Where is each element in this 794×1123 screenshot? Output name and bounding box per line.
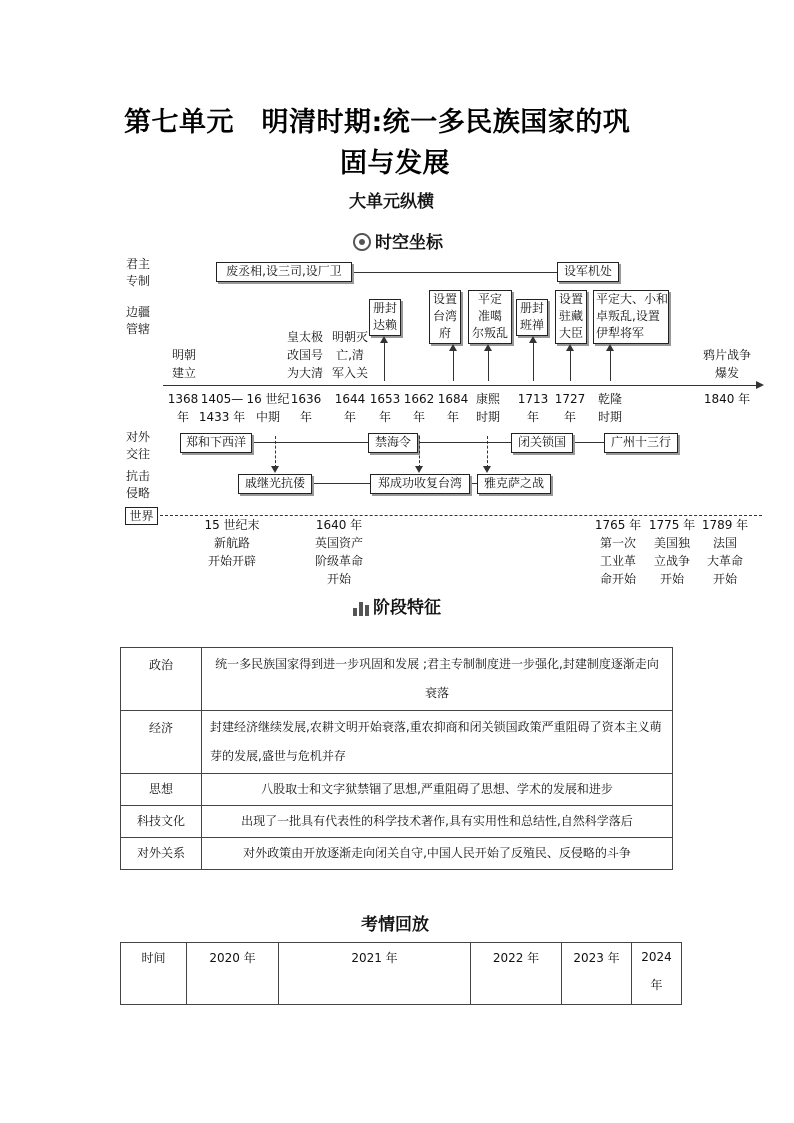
world-event: 15 世纪末 新航路 开始开辟 bbox=[204, 518, 260, 568]
row-label-resist: 抗击 侵略 bbox=[126, 469, 151, 500]
table-row bbox=[121, 838, 673, 870]
table-row bbox=[121, 943, 682, 1005]
date-label: 1684 年 bbox=[437, 392, 469, 424]
feature-value: 八股取士和文字狱禁锢了思想,严重阻碍了思想、学术的发展和进步 bbox=[202, 774, 673, 806]
frontier-box: 设置 驻藏 大臣 bbox=[555, 290, 587, 344]
exam-header: 2020 年 bbox=[187, 943, 279, 1005]
date-label: 康熙 时期 bbox=[475, 392, 500, 424]
timeline-heading-text: 时空坐标 bbox=[375, 233, 443, 253]
world-event: 1640 年 英国资产 阶级革命 开始 bbox=[314, 518, 363, 586]
event-label: 皇太极 改国号 为大清 bbox=[286, 330, 323, 380]
row-label-frontier: 边疆 管辖 bbox=[126, 305, 151, 336]
features-heading bbox=[353, 593, 441, 618]
monarchy-box: 废丞相,设三司,设厂卫 bbox=[216, 262, 352, 282]
exam-header: 2022 年 bbox=[471, 943, 562, 1005]
date-label: 1405— 1433 年 bbox=[198, 392, 246, 424]
date-label: 1653 年 bbox=[369, 392, 401, 424]
date-label: 1644 年 bbox=[334, 392, 366, 424]
features-table bbox=[120, 647, 673, 870]
arrow-down-icon bbox=[415, 466, 423, 473]
arrow-up-icon bbox=[529, 336, 537, 343]
foreign-box: 禁海令 bbox=[368, 433, 418, 453]
event-label: 鸦片战争 爆发 bbox=[702, 348, 751, 380]
exam-header: 时间 bbox=[121, 943, 187, 1005]
exam-header: 2024 年 bbox=[632, 943, 682, 1005]
bar-chart-icon bbox=[353, 600, 369, 616]
table-row bbox=[121, 806, 673, 838]
timeline-heading bbox=[353, 228, 443, 253]
arrow-down-icon bbox=[483, 466, 491, 473]
frontier-box: 平定 准噶 尔叛乱 bbox=[468, 290, 512, 344]
page-title-line2: 固与发展 bbox=[340, 148, 450, 179]
feature-key: 经济 bbox=[121, 711, 202, 774]
date-label: 1662 年 bbox=[403, 392, 435, 424]
frontier-box: 平定大、小和 卓叛乱,设置 伊犁将军 bbox=[593, 290, 669, 344]
page-title: 第七单元 明清时期:统一多民族国家的巩 bbox=[124, 107, 631, 138]
timeline-axis bbox=[163, 385, 758, 386]
feature-key: 政治 bbox=[121, 648, 202, 711]
monarchy-box: 设军机处 bbox=[557, 262, 619, 282]
arrow-up-icon bbox=[484, 344, 492, 351]
resist-box: 雅克萨之战 bbox=[477, 474, 551, 494]
event-label: 明朝 建立 bbox=[171, 348, 196, 380]
foreign-box: 闭关锁国 bbox=[511, 433, 573, 453]
arrow-up-icon bbox=[449, 344, 457, 351]
row-label-monarchy: 君主 专制 bbox=[126, 257, 151, 288]
feature-value: 出现了一批具有代表性的科学技术著作,具有实用性和总结性,自然科学落后 bbox=[202, 806, 673, 838]
date-label: 1727 年 bbox=[554, 392, 586, 424]
table-row bbox=[121, 774, 673, 806]
exam-heading: 考情回放 bbox=[361, 915, 429, 935]
world-event: 1789 年 法国 大革命 开始 bbox=[701, 518, 749, 586]
date-label: 乾隆 时期 bbox=[597, 392, 622, 424]
date-label: 1636 年 bbox=[290, 392, 322, 424]
monarchy-line bbox=[352, 272, 557, 273]
feature-key: 对外关系 bbox=[121, 838, 202, 870]
target-icon bbox=[353, 233, 371, 251]
resist-box: 戚继光抗倭 bbox=[238, 474, 312, 494]
resist-box: 郑成功收复台湾 bbox=[370, 474, 470, 494]
exam-header: 2021 年 bbox=[279, 943, 471, 1005]
arrow-up-icon bbox=[380, 336, 388, 343]
feature-key: 科技文化 bbox=[121, 806, 202, 838]
feature-value: 封建经济继续发展,农耕文明开始衰落,重农抑商和闭关锁国政策严重阻碍了资本主义萌芽的发展,盛世与危机并存 bbox=[202, 711, 673, 774]
frontier-box: 册封 班禅 bbox=[516, 299, 548, 336]
date-label: 1368 年 bbox=[167, 392, 199, 424]
event-label: 明朝灭 亡,清 军入关 bbox=[331, 330, 368, 380]
frontier-box: 设置 台湾 府 bbox=[429, 290, 461, 344]
world-event: 1775 年 美国独 立战争 开始 bbox=[648, 518, 696, 586]
table-row bbox=[121, 648, 673, 711]
world-event: 1765 年 第一次 工业革 命开始 bbox=[594, 518, 642, 586]
feature-key: 思想 bbox=[121, 774, 202, 806]
row-label-world: 世界 bbox=[125, 507, 158, 525]
section-subtitle: 大单元纵横 bbox=[349, 192, 434, 212]
features-heading-text: 阶段特征 bbox=[373, 598, 441, 618]
frontier-box: 册封 达赖 bbox=[369, 299, 401, 336]
row-label-foreign: 对外 交往 bbox=[126, 430, 151, 461]
foreign-box: 郑和下西洋 bbox=[180, 433, 252, 453]
feature-value: 对外政策由开放逐渐走向闭关自守,中国人民开始了反殖民、反侵略的斗争 bbox=[202, 838, 673, 870]
exam-header: 2023 年 bbox=[562, 943, 632, 1005]
date-label: 1840 年 bbox=[703, 392, 751, 406]
feature-value: 统一多民族国家得到进一步巩固和发展 ;君主专制制度进一步强化,封建制度逐渐走向衰落 bbox=[202, 648, 673, 711]
date-label: 1713 年 bbox=[517, 392, 549, 424]
arrow-up-icon bbox=[606, 344, 614, 351]
arrow-down-icon bbox=[271, 466, 279, 473]
axis-arrow-icon bbox=[756, 381, 764, 389]
arrow-up-icon bbox=[566, 344, 574, 351]
foreign-box: 广州十三行 bbox=[604, 433, 678, 453]
table-row bbox=[121, 711, 673, 774]
exam-table bbox=[120, 942, 682, 1005]
date-label: 16 世纪 中期 bbox=[246, 392, 290, 424]
